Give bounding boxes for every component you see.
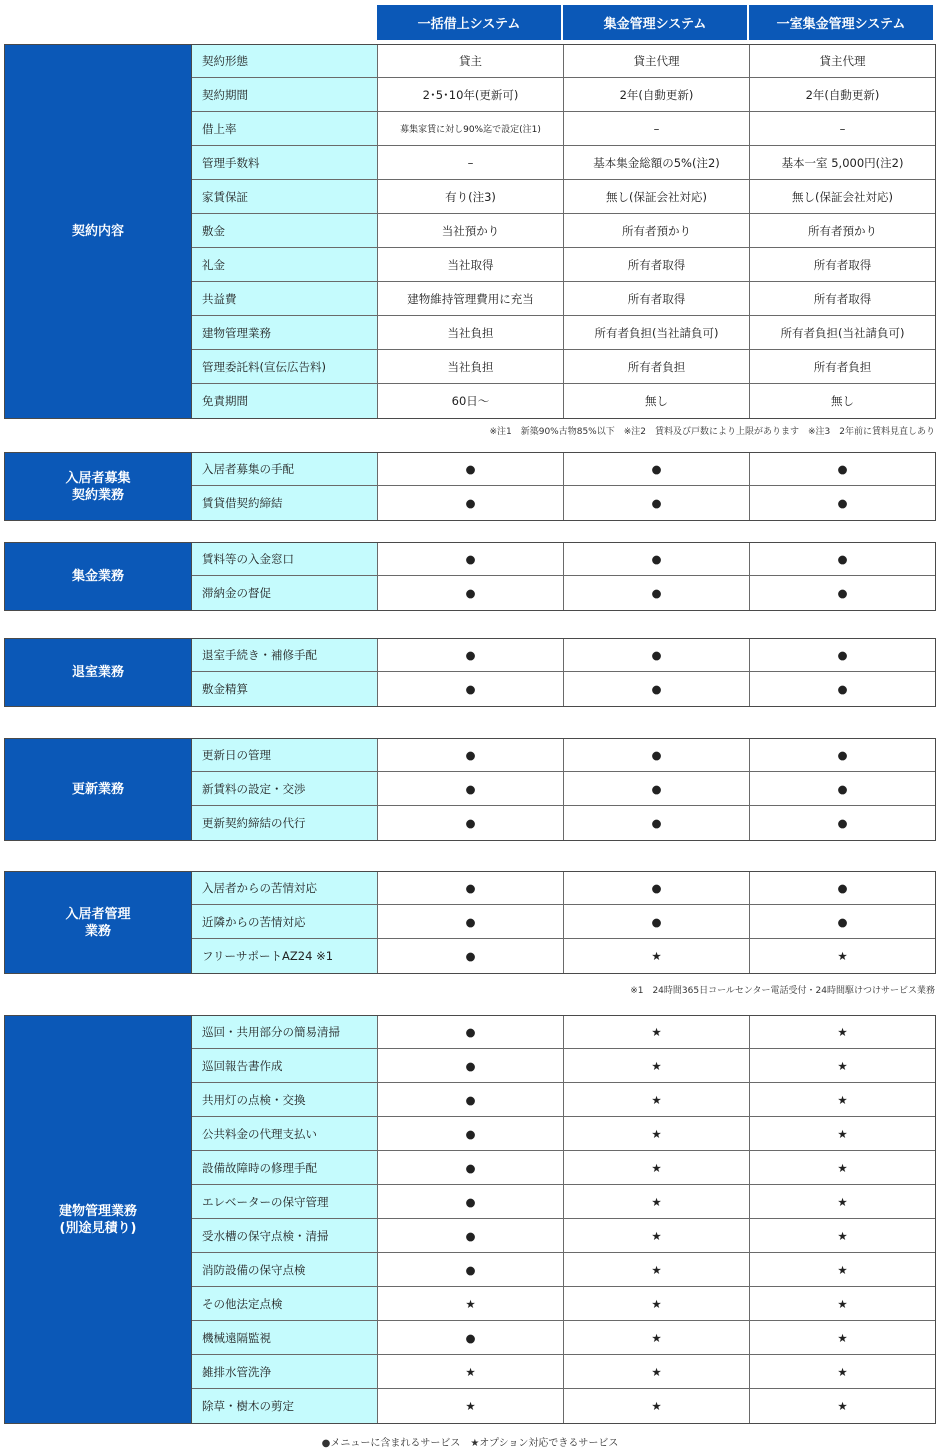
table-cell: 貸主代理 <box>819 54 866 68</box>
section-rows <box>192 639 935 706</box>
table-cell: ● <box>837 552 848 566</box>
table-cell: ● <box>837 586 848 600</box>
table-cell: ★ <box>564 1287 750 1320</box>
row-item-label: 共用灯の点検・交換 <box>192 1083 378 1116</box>
table-cell: ★ <box>837 1160 848 1175</box>
collection-section <box>4 542 936 611</box>
table-cell: ● <box>378 772 564 805</box>
table-cell: 所有者預かり <box>564 214 750 247</box>
table-row <box>192 1355 935 1389</box>
table-row <box>192 1185 935 1219</box>
renewal-section <box>4 738 936 841</box>
table-cell: ★ <box>837 1330 848 1345</box>
section-rows <box>192 45 935 418</box>
table-row <box>192 1219 935 1253</box>
section-label: 更新業務 <box>5 739 192 840</box>
table-cell: ★ <box>837 1194 848 1209</box>
table-cell: 60日〜 <box>378 384 564 418</box>
table-row <box>192 1049 935 1083</box>
table-cell: ● <box>837 781 848 796</box>
recruitment-section <box>4 452 936 521</box>
table-cell: ● <box>378 1117 564 1150</box>
table-row <box>192 1389 935 1423</box>
building-management-section <box>4 1015 936 1424</box>
table-row <box>192 384 935 418</box>
table-row <box>192 1016 935 1049</box>
table-cell: ★ <box>837 1058 848 1073</box>
table-cell: ● <box>564 872 750 904</box>
table-row <box>192 180 935 214</box>
table-cell: ● <box>378 939 564 973</box>
row-item-label: 免責期間 <box>192 384 378 418</box>
table-cell: ● <box>837 748 848 762</box>
table-row <box>192 214 935 248</box>
table-cell: ★ <box>837 1364 848 1379</box>
table-row <box>192 1151 935 1185</box>
table-cell: ● <box>378 1049 564 1082</box>
table-cell: ★ <box>837 1025 848 1039</box>
table-cell: 所有者取得 <box>564 282 750 315</box>
row-item-label: エレベーターの保守管理 <box>192 1185 378 1218</box>
table-cell: 基本一室 5,000円(注2) <box>781 155 904 170</box>
table-cell: ● <box>378 639 564 671</box>
tenant-management-section <box>4 871 936 974</box>
row-item-label: 更新日の管理 <box>192 739 378 771</box>
table-cell: ★ <box>837 1399 848 1413</box>
table-row <box>192 350 935 384</box>
table-cell: ● <box>564 739 750 771</box>
row-item-label: 賃貸借契約締結 <box>192 486 378 520</box>
row-item-label: 契約形態 <box>192 45 378 77</box>
table-cell: ● <box>378 1016 564 1048</box>
row-item-label: 礼金 <box>192 248 378 281</box>
table-cell: ● <box>837 682 848 696</box>
table-cell: ● <box>378 486 564 520</box>
table-cell: ★ <box>564 1049 750 1082</box>
table-cell: ★ <box>564 1151 750 1184</box>
row-item-label: 契約期間 <box>192 78 378 111</box>
table-cell: 所有者負担(当社請負可) <box>780 325 905 340</box>
table-cell: ★ <box>564 939 750 973</box>
row-item-label: 受水槽の保守点検・清掃 <box>192 1219 378 1252</box>
table-cell: ★ <box>378 1287 564 1320</box>
table-cell: ● <box>564 486 750 520</box>
table-cell: ★ <box>378 1355 564 1388</box>
table-cell: 無し(保証会社対応) <box>792 189 893 204</box>
section-rows <box>192 543 935 610</box>
table-cell: ● <box>378 1151 564 1184</box>
section-label: 集金業務 <box>5 543 192 610</box>
row-item-label: 入居者からの苦情対応 <box>192 872 378 904</box>
table-cell: 無し(保証会社対応) <box>564 180 750 213</box>
table-cell: ● <box>378 1219 564 1252</box>
table-cell: 所有者預かり <box>808 223 877 238</box>
table-cell: ● <box>564 639 750 671</box>
section-label: 建物管理業務 (別途見積り) <box>5 1016 192 1423</box>
table-cell: – <box>839 121 846 136</box>
contract-footnote: ※注1 新築90%古物85%以下 ※注2 賃料及び戸数により上限があります ※注3 2年前に賃料見直しあり <box>489 427 935 437</box>
support-footnote: ※1 24時間365日コールセンター電話受付・24時間駆けつけサービス業務 <box>630 986 935 996</box>
table-cell: 所有者負担 <box>564 350 750 383</box>
table-cell: ★ <box>564 1185 750 1218</box>
table-cell: ● <box>564 772 750 805</box>
table-row <box>192 146 935 180</box>
section-rows <box>192 453 935 520</box>
table-cell: 建物維持管理費用に充当 <box>378 282 564 315</box>
table-cell: ● <box>564 905 750 938</box>
row-item-label: フリーサポートAZ24 ※1 <box>192 939 378 973</box>
table-row <box>192 739 935 772</box>
table-cell: ● <box>378 1185 564 1218</box>
section-label: 入居者募集 契約業務 <box>5 453 192 520</box>
row-item-label: 近隣からの苦情対応 <box>192 905 378 938</box>
table-cell: ★ <box>837 1296 848 1311</box>
table-cell: ★ <box>564 1219 750 1252</box>
table-cell: ● <box>837 881 848 895</box>
table-cell: 所有者負担 <box>813 359 872 374</box>
table-cell: ★ <box>378 1389 564 1423</box>
table-cell: ★ <box>564 1321 750 1354</box>
table-cell: 当社負担 <box>378 350 564 383</box>
table-cell: 貸主代理 <box>564 45 750 77</box>
contract-section <box>4 44 936 419</box>
table-cell: ● <box>378 453 564 485</box>
table-cell: ● <box>564 543 750 575</box>
section-label: 入居者管理 業務 <box>5 872 192 973</box>
table-cell: 無し <box>831 394 854 408</box>
section-rows <box>192 739 935 840</box>
column-header-single-room: 一室集金管理システム <box>749 5 933 40</box>
row-item-label: 雑排水管洗浄 <box>192 1355 378 1388</box>
row-item-label: 建物管理業務 <box>192 316 378 349</box>
table-cell: 貸主 <box>378 45 564 77</box>
table-row <box>192 453 935 486</box>
row-item-label: 家賃保証 <box>192 180 378 213</box>
table-cell: 当社預かり <box>378 214 564 247</box>
table-cell: – <box>378 146 564 179</box>
table-cell: ★ <box>837 1092 848 1107</box>
table-cell: ★ <box>837 1228 848 1243</box>
table-cell: ★ <box>837 1262 848 1277</box>
table-cell: 有り(注3) <box>378 180 564 213</box>
table-row <box>192 872 935 905</box>
row-item-label: 入居者募集の手配 <box>192 453 378 485</box>
table-cell: 2･5･10年(更新可) <box>378 78 564 111</box>
table-cell: ★ <box>564 1355 750 1388</box>
table-row <box>192 486 935 520</box>
table-cell: 所有者取得 <box>813 257 872 272</box>
table-cell: ★ <box>564 1253 750 1286</box>
table-cell: ● <box>378 1083 564 1116</box>
table-cell: ★ <box>564 1083 750 1116</box>
table-row <box>192 45 935 78</box>
row-item-label: 消防設備の保守点検 <box>192 1253 378 1286</box>
row-item-label: 巡回・共用部分の簡易清掃 <box>192 1016 378 1048</box>
table-row <box>192 1117 935 1151</box>
table-cell: ● <box>837 462 848 476</box>
table-row <box>192 772 935 806</box>
table-row <box>192 1287 935 1321</box>
table-cell: ● <box>378 806 564 840</box>
row-item-label: その他法定点検 <box>192 1287 378 1320</box>
row-item-label: 新賃料の設定・交渉 <box>192 772 378 805</box>
table-row <box>192 939 935 973</box>
row-item-label: 借上率 <box>192 112 378 145</box>
section-rows <box>192 1016 935 1423</box>
table-cell: ● <box>837 648 848 662</box>
table-cell: 当社負担 <box>378 316 564 349</box>
row-item-label: 更新契約締結の代行 <box>192 806 378 840</box>
table-cell: ● <box>564 806 750 840</box>
table-cell: ★ <box>564 1016 750 1048</box>
legend: ●メニューに含まれるサービス ★オプション対応できるサービス <box>321 1438 619 1449</box>
table-cell: ● <box>837 816 848 830</box>
table-cell: ● <box>378 672 564 706</box>
table-cell: 無し <box>564 384 750 418</box>
section-rows <box>192 872 935 973</box>
table-row <box>192 282 935 316</box>
table-row <box>192 905 935 939</box>
table-cell: ● <box>378 872 564 904</box>
section-label: 契約内容 <box>5 45 192 418</box>
table-cell: ● <box>837 496 848 510</box>
row-item-label: 共益費 <box>192 282 378 315</box>
table-cell: ● <box>564 672 750 706</box>
row-item-label: 敷金精算 <box>192 672 378 706</box>
table-cell: 所有者取得 <box>813 291 872 306</box>
table-cell: ● <box>378 543 564 575</box>
table-row <box>192 806 935 840</box>
table-cell: 当社取得 <box>378 248 564 281</box>
column-header-row <box>377 5 933 40</box>
table-cell: ● <box>378 1321 564 1354</box>
table-row <box>192 1083 935 1117</box>
table-cell: ★ <box>564 1389 750 1423</box>
move-out-section <box>4 638 936 707</box>
table-cell: 2年(自動更新) <box>805 87 880 102</box>
table-cell: ● <box>837 914 848 929</box>
table-cell: ★ <box>837 949 848 963</box>
table-cell: 所有者取得 <box>564 248 750 281</box>
row-item-label: 管理委託料(宣伝広告料) <box>192 350 378 383</box>
row-item-label: 退室手続き・補修手配 <box>192 639 378 671</box>
table-row <box>192 248 935 282</box>
table-cell: 募集家賃に対し90%迄で設定(注1) <box>378 112 564 145</box>
table-cell: ● <box>564 453 750 485</box>
table-cell: 所有者負担(当社請負可) <box>564 316 750 349</box>
row-item-label: 巡回報告書作成 <box>192 1049 378 1082</box>
table-cell: ● <box>564 576 750 610</box>
table-row <box>192 576 935 610</box>
table-cell: ★ <box>837 1126 848 1141</box>
table-row <box>192 672 935 706</box>
row-item-label: 賃料等の入金窓口 <box>192 543 378 575</box>
table-cell: ● <box>378 905 564 938</box>
column-header-bulk-lease: 一括借上システム <box>377 5 561 40</box>
row-item-label: 公共料金の代理支払い <box>192 1117 378 1150</box>
row-item-label: 管理手数料 <box>192 146 378 179</box>
row-item-label: 除草・樹木の剪定 <box>192 1389 378 1423</box>
table-cell: ● <box>378 1253 564 1286</box>
table-row <box>192 1321 935 1355</box>
row-item-label: 機械遠隔監視 <box>192 1321 378 1354</box>
row-item-label: 設備故障時の修理手配 <box>192 1151 378 1184</box>
table-row <box>192 543 935 576</box>
table-row <box>192 78 935 112</box>
table-row <box>192 316 935 350</box>
table-cell: ★ <box>564 1117 750 1150</box>
table-cell: 2年(自動更新) <box>564 78 750 111</box>
table-row <box>192 1253 935 1287</box>
table-cell: ● <box>378 739 564 771</box>
table-row <box>192 639 935 672</box>
table-cell: 基本集金総額の5%(注2) <box>564 146 750 179</box>
table-cell: ● <box>378 576 564 610</box>
table-cell: – <box>564 112 750 145</box>
section-label: 退室業務 <box>5 639 192 706</box>
column-header-collection: 集金管理システム <box>563 5 747 40</box>
row-item-label: 滞納金の督促 <box>192 576 378 610</box>
table-row <box>192 112 935 146</box>
row-item-label: 敷金 <box>192 214 378 247</box>
